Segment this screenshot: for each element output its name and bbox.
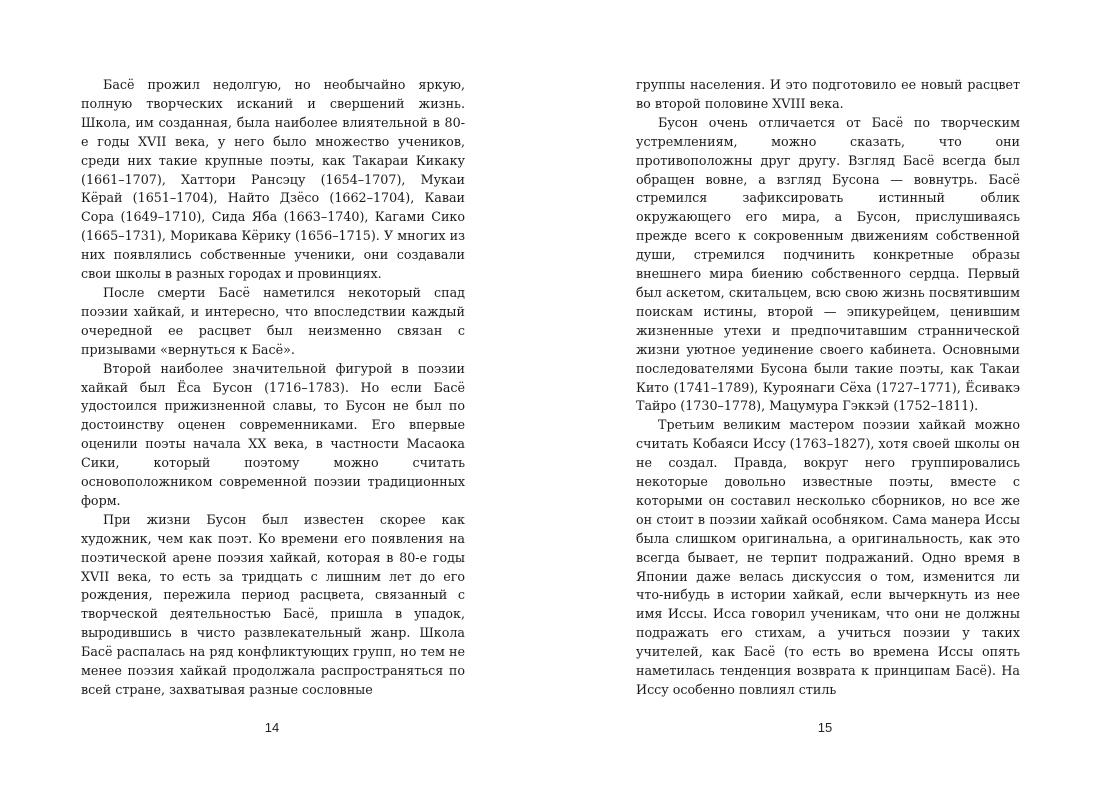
paragraph: Третьим великим мастером поэзии хайкай можно считать Кобаяси Иссу (1763–1827), хотя своей школы он не создал. Правда, вокруг него группировались некоторые довольно известные поэты, вместе с которыми он составил несколько сборников, но все же он стоит в поэзии хайкай особняком. Сама манера Иссы была слишком оригинальна, а оригинальность, как это всегда бывает, не терпит подражаний. Одно время в Японии даже велась дискуссия о том, изменится ли что-нибудь в истории хайкай, если вычеркнуть из нее имя Иссы. Исса говорил ученикам, что они не должны подражать его стихам, а учиться поэзии у таких учителей, как Басё (то есть во времена Иссы опять наметилась тенденция возврата к принципам Басё). На Иссу особенно повлиял стиль bbox=[636, 417, 1020, 697]
right-page-text bbox=[636, 76, 1020, 700]
right-page bbox=[550, 0, 1100, 789]
paragraph-continuation: группы населения. И это подготовило ее новый расцвет во второй половине XVIII века. bbox=[636, 77, 1020, 111]
left-page-text bbox=[81, 76, 465, 700]
paragraph: Второй наиболее значительной фигурой в поэзии хайкай был Ёса Бусон (1716–1783). Но если Басё удостоился прижизненной славы, то Бусон не был по достоинству оценен современниками. Его впервые оценили поэты начала XX века, в частности Масаока Сики, который поэтому можно считать основоположником современной поэзии традиционных форм. bbox=[81, 360, 465, 508]
paragraph: После смерти Басё наметился некоторый спад поэзии хайкай, и интересно, что впоследствии каждый очередной ее расцвет был неизменно связан с призывами «вернуться к Басё». bbox=[81, 284, 465, 357]
paragraph: Бусон очень отличается от Басё по творческим устремлениям, можно сказать, что они противоположны друг другу. Взгляд Басё всегда был обращен вовне, а взгляд Бусона — вовнутрь. Басё стремился зафиксировать истинный облик окружающего его мира, а Бусон, прислушиваясь прежде всего к сокровенным движениям собственной души, стремился подчинить конкретные образы внешнего мира биению собственного сердца. Первый был аскетом, скитальцем, всю свою жизнь посвятившим поискам истины, второй — эпикурейцем, ценившим жизненные утехи и предпочитавшим страннической жизни уютное уединение своего кабинета. Основными последователями Бусона были такие поэты, как Такаи Кито (1741–1789), Куроянаги Сёха (1727–1771), Ёсивакэ Тайро (1730–1778), Мацумура Гэккэй (1752–1811). bbox=[636, 114, 1020, 414]
page-number: 14 bbox=[264, 720, 280, 735]
page-number: 15 bbox=[817, 720, 833, 735]
paragraph: Басё прожил недолгую, но необычайно яркую, полную творческих исканий и свершений жизнь. Школа, им созданная, была наиболее влиятельной в 80-е годы XVII века, у него было множество учеников, среди них такие крупные поэты, как Такараи Кикаку (1661–1707), Хаттори Рансэцу (1654–1707), Мукаи Кёрай (1651–1704), Найто Дзёсо (1662–1704), Каваи Сора (1649–1710), Сида Яба (1663–1740), Кагами Сико (1665–1731), Морикава Кёрику (1656–1715). У многих из них появлялись собственные ученики, они создавали свои школы в разных городах и провинциях. bbox=[81, 77, 465, 282]
paragraph: При жизни Бусон был известен скорее как художник, чем как поэт. Ко времени его появления на поэтической арене поэзия хайкай, которая в 80-е годы XVII века, то есть за тридцать с лишним лет до его рождения, пережила период расцвета, связанный с творческой деятельностью Басё, пришла в упадок, выродившись в чисто развлекательный жанр. Школа Басё распалась на ряд конфликтующих групп, но тем не менее поэзия хайкай продолжала распространяться по всей стране, захватывая разные сословные bbox=[81, 511, 465, 697]
